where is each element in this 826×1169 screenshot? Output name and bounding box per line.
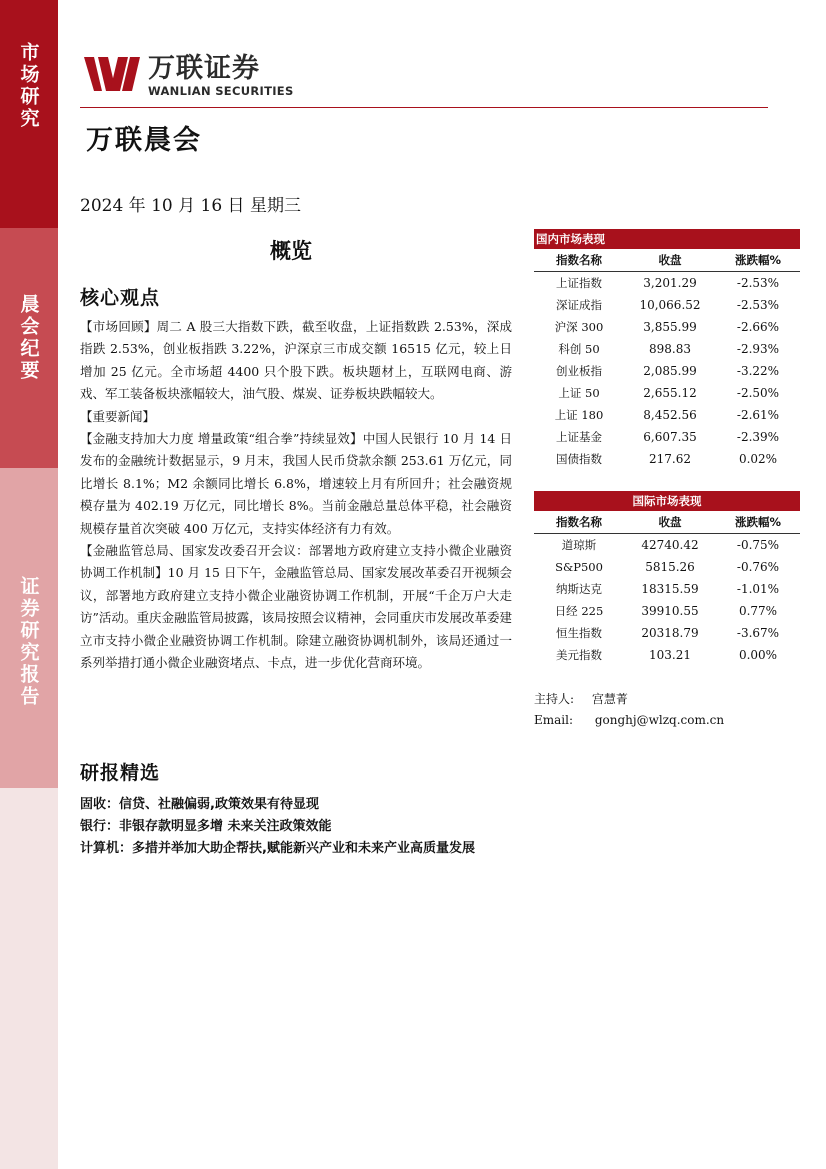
sidebar-morning-briefing: 晨会纪要 — [0, 228, 58, 468]
host-line — [534, 690, 628, 707]
change-percent-cell: -2.53% — [736, 276, 780, 290]
core-views-body — [80, 316, 512, 675]
table-row — [534, 360, 800, 382]
overview-heading: 概览 — [270, 238, 312, 263]
research-item[interactable]: 计算机：多措并举加大助企帮扶,赋能新兴产业和未来产业高质量发展 — [80, 841, 475, 856]
change-percent-cell: -2.53% — [736, 298, 780, 312]
close-value-cell: 6,607.35 — [643, 430, 697, 444]
logo-mark-icon — [84, 53, 142, 99]
table-row — [534, 272, 800, 294]
close-value-cell: 18315.59 — [641, 582, 699, 596]
sidebar-securities-report: 证券研究报告 — [0, 468, 58, 788]
close-value-cell: 20318.79 — [641, 626, 699, 640]
index-name-cell: 深证成指 — [556, 298, 602, 312]
close-value-cell: 5815.26 — [645, 560, 695, 574]
change-percent-cell: 0.00% — [738, 648, 778, 662]
index-name-cell: S&P500 — [555, 560, 603, 574]
close-value-cell: 10,066.52 — [639, 298, 701, 312]
research-item[interactable]: 固收：信贷、社融偏弱,政策效果有待显现 — [80, 797, 319, 812]
logo-chinese-name: 万联证券 — [148, 53, 260, 84]
close-value-cell: 42740.42 — [641, 538, 699, 552]
index-name-cell: 上证基金 — [556, 430, 602, 444]
close-value-cell: 2,655.12 — [643, 386, 697, 400]
paragraph-market-review: 【市场回顾】周二 A 股三大指数下跌，截至收盘，上证指数跌 2.53%，深成指跌 2.53%，创业板指跌 3.22%，沪深京三市成交额 16515 亿元，较上日增加 25 亿元。全市场超 4400 只个股下跌。板块题材上，互联网电商、游戏、军工装备板块涨幅较大，油气股、煤炭、证券板块跌幅较大。 — [80, 319, 512, 402]
table-row — [534, 382, 800, 404]
change-percent-cell: -0.76% — [736, 560, 780, 574]
close-value-cell: 8,452.56 — [643, 408, 697, 422]
table-header-row: 指数名称 收盘 涨跌幅% — [534, 511, 800, 534]
index-name-cell: 创业板指 — [556, 364, 602, 378]
host-name: 宫慧菁 — [591, 692, 628, 706]
international-table-title: 国际市场表现 — [534, 491, 800, 511]
email-address[interactable]: gonghj@wlzq.com.cn — [594, 713, 725, 727]
change-percent-cell: -2.50% — [736, 386, 780, 400]
table-row — [534, 294, 800, 316]
change-percent-cell: -3.67% — [736, 626, 780, 640]
change-percent-cell: -2.66% — [736, 320, 780, 334]
index-name-cell: 道琼斯 — [561, 538, 597, 552]
table-row — [534, 338, 800, 360]
close-value-cell: 39910.55 — [641, 604, 699, 618]
table-row — [534, 556, 800, 578]
index-name-cell: 国债指数 — [556, 452, 602, 466]
logo-english-name: WANLIAN SECURITIES — [148, 84, 294, 98]
change-percent-cell: -2.61% — [736, 408, 780, 422]
close-value-cell: 217.62 — [649, 452, 691, 466]
table-row — [534, 534, 800, 556]
company-logo — [84, 53, 294, 99]
index-name-cell: 上证指数 — [556, 276, 602, 290]
index-name-cell: 恒生指数 — [556, 626, 602, 640]
close-value-cell: 103.21 — [649, 648, 691, 662]
document-title: 万联晨会 — [86, 125, 202, 156]
change-percent-cell: -2.93% — [736, 342, 780, 356]
email-line — [534, 713, 724, 727]
table-row — [534, 404, 800, 426]
document-date: 2024 年 10 月 16 日 星期三 — [80, 196, 301, 216]
paragraph-financial-support: 【金融支持加大力度 增量政策“组合拳”持续显效】中国人民银行 10 月 14 日发布的金融统计数据显示，9 月末，我国人民币贷款余额 253.61 万亿元，同比增长 8.1%；M2 余额同比增长 6.8%，增速较上月有所回升；社会融资规模存量为 402.19 万亿元，同比增长 8%。当前金融总量总体平稳，社会融资规模存量首次突破 400 万亿元，支持实体经济有力有效。 — [80, 431, 512, 536]
sidebar-market-research: 市场研究 — [0, 0, 58, 228]
change-percent-cell: 0.77% — [738, 604, 778, 618]
table-row — [534, 600, 800, 622]
close-value-cell: 898.83 — [649, 342, 691, 356]
index-name-cell: 科创 50 — [558, 342, 600, 356]
close-value-cell: 3,201.29 — [643, 276, 697, 290]
index-name-cell: 上证 50 — [558, 386, 600, 400]
table-row — [534, 578, 800, 600]
international-market-table — [534, 491, 800, 666]
change-percent-cell: -0.75% — [736, 538, 780, 552]
change-percent-cell: 0.02% — [738, 452, 778, 466]
paragraph-news-label: 【重要新闻】 — [80, 408, 156, 424]
index-name-cell: 纳斯达克 — [556, 582, 602, 596]
table-header-row: 指数名称 收盘 涨跌幅% — [534, 249, 800, 272]
change-percent-cell: -2.39% — [736, 430, 780, 444]
email-label: Email: — [534, 713, 574, 727]
index-name-cell: 上证 180 — [554, 408, 604, 422]
research-item[interactable]: 银行：非银存款明显多增 未来关注政策效能 — [80, 819, 332, 834]
change-percent-cell: -3.22% — [736, 364, 780, 378]
change-percent-cell: -1.01% — [736, 582, 780, 596]
paragraph-smb-financing: 【金融监管总局、国家发改委召开会议：部署地方政府建立支持小微企业融资协调工作机制】10 月 15 日下午，金融监管总局、国家发展改革委召开视频会议，部署地方政府建立支持小微企业融资协调工作机制，开展“千企万户大走访”活动。重庆金融监管局披露，该局按照会议精神，会同重庆市发展改革委建立市支持小微企业融资协调工作机制。除建立融资协调机制外，该局还通过一系列举措打通小微企业融资堵点、卡点，进一步优化营商环境。 — [80, 543, 512, 671]
research-picks-heading: 研报精选 — [80, 762, 161, 784]
host-label: 主持人: — [534, 692, 575, 706]
research-picks-list — [80, 794, 512, 860]
index-name-cell: 日经 225 — [554, 604, 604, 618]
index-name-cell: 美元指数 — [556, 648, 602, 662]
sidebar — [0, 0, 58, 1169]
table-row — [534, 448, 800, 470]
core-views-heading: 核心观点 — [80, 287, 161, 309]
close-value-cell: 3,855.99 — [643, 320, 697, 334]
table-row — [534, 622, 800, 644]
table-row — [534, 426, 800, 448]
close-value-cell: 2,085.99 — [643, 364, 697, 378]
table-row — [534, 644, 800, 666]
domestic-table-title: 国内市场表现 — [534, 229, 800, 249]
table-row — [534, 316, 800, 338]
index-name-cell: 沪深 300 — [554, 320, 604, 334]
domestic-market-table — [534, 229, 800, 470]
header-divider — [80, 107, 768, 108]
